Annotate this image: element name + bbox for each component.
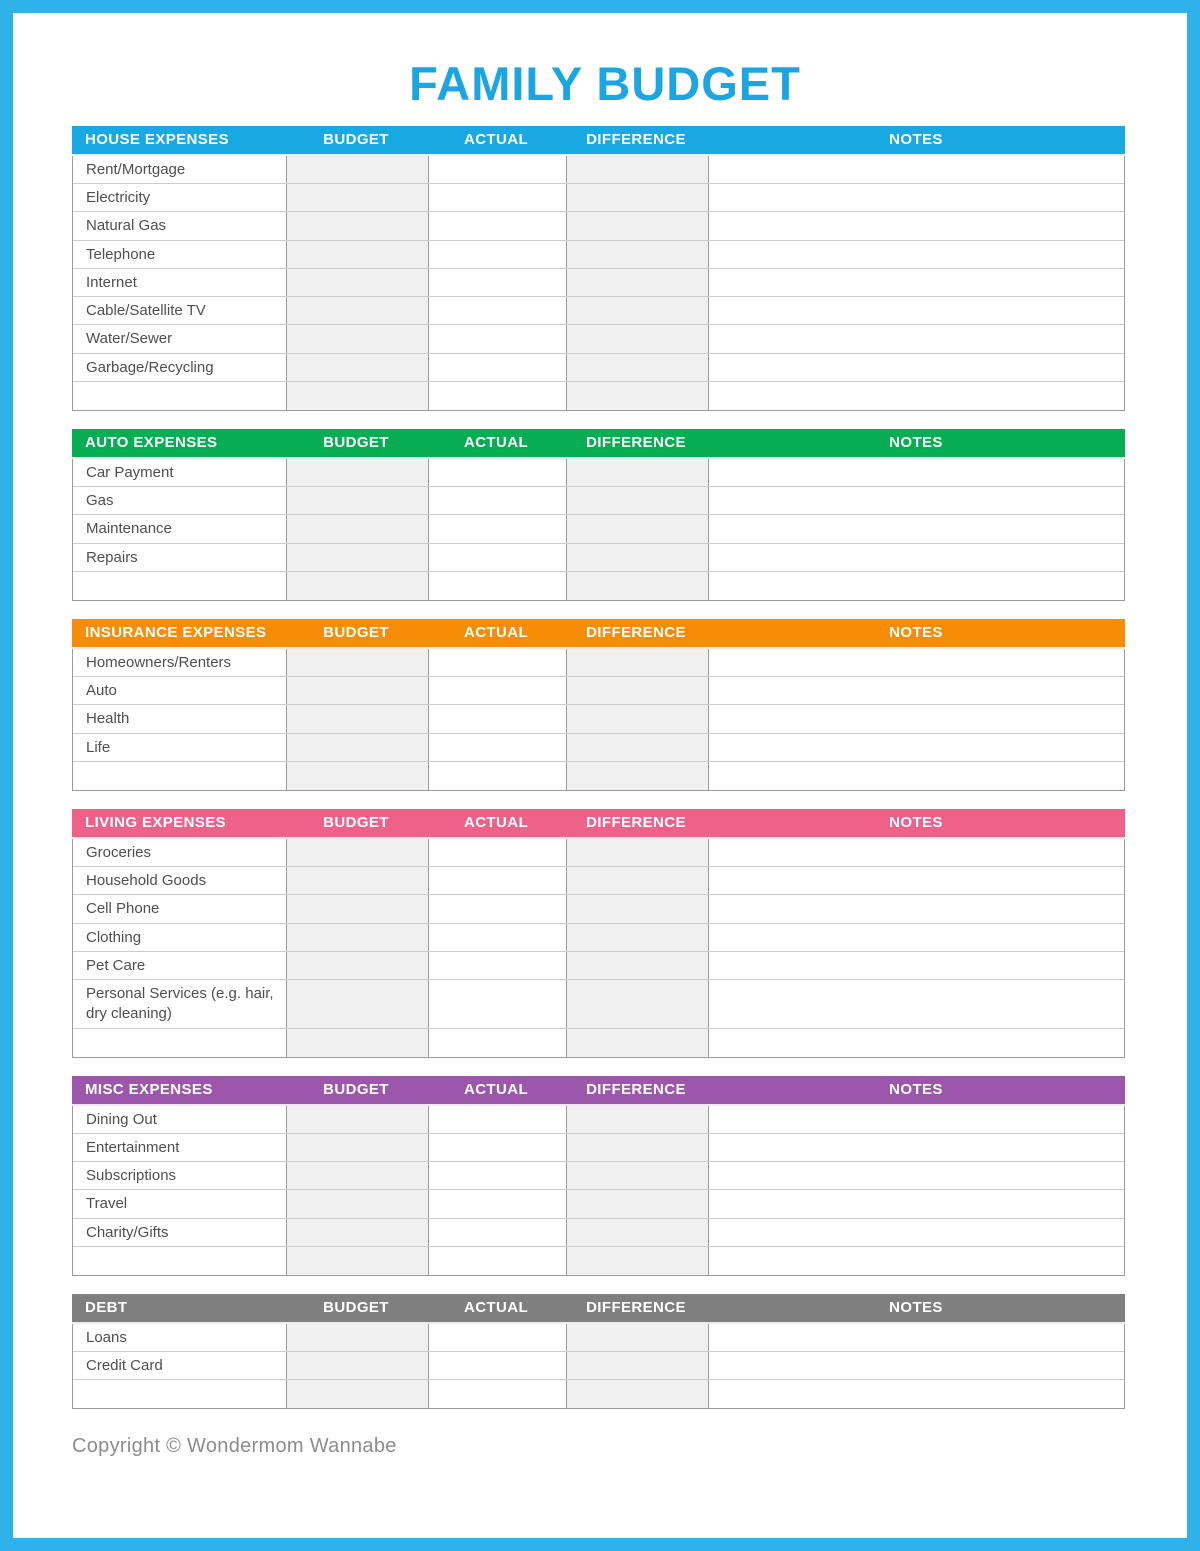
budget-cell[interactable]	[286, 839, 428, 866]
column-header-difference: DIFFERENCE	[586, 624, 686, 642]
notes-cell[interactable]	[708, 839, 1124, 866]
budget-cell[interactable]	[286, 1352, 428, 1379]
actual-cell[interactable]	[428, 487, 566, 514]
budget-cell[interactable]	[286, 1190, 428, 1217]
difference-cell[interactable]	[566, 952, 708, 979]
actual-cell[interactable]	[428, 382, 566, 410]
column-header-actual: ACTUAL	[463, 131, 529, 149]
section-title: DEBT	[85, 1299, 128, 1317]
difference-cell[interactable]	[566, 1190, 708, 1217]
difference-cell[interactable]	[566, 649, 708, 676]
notes-cell[interactable]	[708, 952, 1124, 979]
expense-row	[73, 1162, 1124, 1190]
expense-row	[73, 649, 1124, 677]
actual-cell[interactable]	[428, 1029, 566, 1057]
actual-cell[interactable]	[428, 212, 566, 239]
column-header-budget: BUDGET	[323, 434, 389, 452]
budget-cell[interactable]	[286, 212, 428, 239]
notes-cell[interactable]	[708, 1324, 1124, 1351]
actual-cell[interactable]	[428, 649, 566, 676]
expense-label: Travel	[86, 1195, 128, 1213]
budget-cell[interactable]	[286, 241, 428, 268]
budget-cell[interactable]	[286, 1380, 428, 1408]
expense-row	[73, 1324, 1124, 1352]
expense-row	[73, 1380, 1124, 1408]
expense-row	[73, 269, 1124, 297]
expense-row	[73, 705, 1124, 733]
expense-label: Personal Services (e.g. hair, dry cleaning)	[86, 985, 274, 1023]
difference-cell[interactable]	[566, 762, 708, 790]
notes-cell[interactable]	[708, 297, 1124, 324]
difference-cell[interactable]	[566, 1380, 708, 1408]
expense-label: Household Goods	[86, 872, 207, 889]
actual-cell[interactable]	[428, 572, 566, 600]
budget-cell[interactable]	[286, 1324, 428, 1351]
notes-cell[interactable]	[708, 980, 1124, 1028]
difference-cell[interactable]	[566, 325, 708, 352]
difference-cell[interactable]	[566, 1029, 708, 1057]
budget-sections	[72, 126, 1125, 1410]
page-title: FAMILY BUDGET	[409, 57, 801, 110]
expense-row	[73, 184, 1124, 212]
actual-cell[interactable]	[428, 297, 566, 324]
expense-label: Dining Out	[86, 1110, 157, 1128]
actual-cell[interactable]	[428, 762, 566, 790]
expense-row	[73, 924, 1124, 952]
section-title: AUTO EXPENSES	[85, 434, 218, 452]
expense-row	[73, 241, 1124, 269]
expense-row	[73, 544, 1124, 572]
difference-cell[interactable]	[566, 382, 708, 410]
budget-cell[interactable]	[286, 382, 428, 410]
expense-section	[72, 429, 1125, 601]
notes-cell[interactable]	[708, 459, 1124, 486]
expense-row	[73, 1134, 1124, 1162]
expense-label: Car Payment	[86, 463, 174, 481]
difference-cell[interactable]	[566, 1352, 708, 1379]
expense-label	[73, 762, 286, 790]
expense-row	[73, 515, 1124, 543]
column-header-difference: DIFFERENCE	[586, 814, 686, 832]
actual-cell[interactable]	[428, 1134, 566, 1161]
expense-label: Rent/Mortgage	[86, 160, 186, 178]
expense-label: Maintenance	[86, 520, 172, 538]
column-header-actual: ACTUAL	[463, 1299, 529, 1317]
difference-cell[interactable]	[566, 156, 708, 183]
budget-cell[interactable]	[286, 572, 428, 600]
actual-cell[interactable]	[428, 1190, 566, 1217]
expense-label: Health	[86, 710, 130, 728]
expense-row	[73, 980, 1124, 1029]
column-header-actual: ACTUAL	[463, 624, 529, 642]
notes-cell[interactable]	[708, 1219, 1124, 1246]
expense-label: Groceries	[86, 843, 152, 861]
difference-cell[interactable]	[566, 354, 708, 381]
expense-label: Pet Care	[86, 956, 146, 974]
notes-cell[interactable]	[708, 544, 1124, 571]
budget-cell[interactable]	[286, 705, 428, 732]
expense-row	[73, 325, 1124, 353]
column-header-notes: NOTES	[889, 1299, 943, 1317]
difference-cell[interactable]	[566, 1324, 708, 1351]
difference-cell[interactable]	[566, 515, 708, 542]
actual-cell[interactable]	[428, 1247, 566, 1275]
section-header	[72, 429, 1125, 459]
actual-cell[interactable]	[428, 867, 566, 894]
section-header	[72, 126, 1125, 156]
difference-cell[interactable]	[566, 867, 708, 894]
column-header-notes: NOTES	[889, 1081, 943, 1098]
expense-label	[73, 382, 286, 410]
expense-section	[72, 1294, 1125, 1410]
notes-cell[interactable]	[708, 867, 1124, 894]
budget-cell[interactable]	[286, 156, 428, 183]
budget-cell[interactable]	[286, 649, 428, 676]
expense-row	[73, 677, 1124, 705]
difference-cell[interactable]	[566, 705, 708, 732]
notes-cell[interactable]	[708, 1190, 1124, 1217]
column-header-budget: BUDGET	[323, 131, 389, 149]
expense-label: Life	[86, 738, 111, 756]
column-header-notes: NOTES	[889, 131, 943, 149]
actual-cell[interactable]	[428, 1106, 566, 1133]
notes-cell[interactable]	[708, 762, 1124, 790]
difference-cell[interactable]	[566, 1162, 708, 1189]
expense-label	[73, 1247, 286, 1275]
expense-row	[73, 1029, 1124, 1057]
actual-cell[interactable]	[428, 184, 566, 211]
actual-cell[interactable]	[428, 1219, 566, 1246]
notes-cell[interactable]	[708, 895, 1124, 922]
notes-cell[interactable]	[708, 212, 1124, 239]
difference-cell[interactable]	[566, 544, 708, 571]
actual-cell[interactable]	[428, 924, 566, 951]
budget-cell[interactable]	[286, 297, 428, 324]
section-header	[72, 809, 1125, 839]
notes-cell[interactable]	[708, 572, 1124, 600]
notes-cell[interactable]	[708, 1106, 1124, 1133]
expense-row	[73, 1190, 1124, 1218]
notes-cell[interactable]	[708, 184, 1124, 211]
expense-row	[73, 734, 1124, 762]
column-header-budget: BUDGET	[323, 624, 389, 642]
expense-row	[73, 156, 1124, 184]
budget-cell[interactable]	[286, 325, 428, 352]
expense-label	[73, 1380, 286, 1408]
expense-label: Telephone	[86, 245, 156, 263]
notes-cell[interactable]	[708, 1029, 1124, 1057]
column-header-difference: DIFFERENCE	[586, 434, 686, 452]
budget-cell[interactable]	[286, 1247, 428, 1275]
expense-section	[72, 809, 1125, 1058]
actual-cell[interactable]	[428, 1380, 566, 1408]
expense-label: Auto	[86, 682, 117, 699]
expense-row	[73, 952, 1124, 980]
budget-page	[13, 13, 1187, 1458]
difference-cell[interactable]	[566, 839, 708, 866]
section-header	[72, 1294, 1125, 1324]
difference-cell[interactable]	[566, 487, 708, 514]
column-header-difference: DIFFERENCE	[586, 1081, 686, 1098]
copyright-text: Copyright © Wondermom Wannabe	[72, 1435, 397, 1458]
actual-cell[interactable]	[428, 354, 566, 381]
expense-row	[73, 212, 1124, 240]
actual-cell[interactable]	[428, 459, 566, 486]
budget-cell[interactable]	[286, 952, 428, 979]
column-header-actual: ACTUAL	[463, 434, 529, 452]
expense-label: Charity/Gifts	[86, 1223, 169, 1241]
section-title: INSURANCE EXPENSES	[85, 624, 267, 642]
notes-cell[interactable]	[708, 705, 1124, 732]
budget-cell[interactable]	[286, 184, 428, 211]
column-header-budget: BUDGET	[323, 814, 389, 832]
notes-cell[interactable]	[708, 382, 1124, 410]
expense-label: Subscriptions	[86, 1167, 177, 1184]
expense-label: Clothing	[86, 928, 142, 946]
budget-cell[interactable]	[286, 895, 428, 922]
difference-cell[interactable]	[566, 184, 708, 211]
expense-label: Entertainment	[86, 1138, 180, 1156]
notes-cell[interactable]	[708, 1380, 1124, 1408]
actual-cell[interactable]	[428, 1324, 566, 1351]
difference-cell[interactable]	[566, 980, 708, 1028]
budget-cell[interactable]	[286, 1219, 428, 1246]
column-header-actual: ACTUAL	[463, 814, 529, 832]
actual-cell[interactable]	[428, 734, 566, 761]
notes-cell[interactable]	[708, 156, 1124, 183]
expense-row	[73, 487, 1124, 515]
expense-label: Gas	[86, 492, 114, 509]
expense-row	[73, 1106, 1124, 1134]
expense-label: Internet	[86, 273, 137, 291]
notes-cell[interactable]	[708, 487, 1124, 514]
budget-cell[interactable]	[286, 1029, 428, 1057]
difference-cell[interactable]	[566, 677, 708, 704]
budget-cell[interactable]	[286, 1162, 428, 1189]
expense-label	[73, 572, 286, 600]
section-header	[72, 619, 1125, 649]
difference-cell[interactable]	[566, 895, 708, 922]
section-title: HOUSE EXPENSES	[85, 131, 229, 149]
expense-label: Cell Phone	[86, 900, 160, 918]
notes-cell[interactable]	[708, 924, 1124, 951]
difference-cell[interactable]	[566, 1134, 708, 1161]
notes-cell[interactable]	[708, 1247, 1124, 1275]
actual-cell[interactable]	[428, 241, 566, 268]
budget-cell[interactable]	[286, 734, 428, 761]
budget-cell[interactable]	[286, 515, 428, 542]
expense-section	[72, 1076, 1125, 1276]
actual-cell[interactable]	[428, 544, 566, 571]
actual-cell[interactable]	[428, 677, 566, 704]
actual-cell[interactable]	[428, 839, 566, 866]
budget-cell[interactable]	[286, 544, 428, 571]
actual-cell[interactable]	[428, 895, 566, 922]
actual-cell[interactable]	[428, 1352, 566, 1379]
expense-row	[73, 895, 1124, 923]
expense-section	[72, 126, 1125, 411]
expense-label: Garbage/Recycling	[86, 358, 214, 376]
notes-cell[interactable]	[708, 515, 1124, 542]
budget-cell[interactable]	[286, 269, 428, 296]
expense-row	[73, 382, 1124, 410]
expense-row	[73, 867, 1124, 895]
column-header-notes: NOTES	[889, 624, 943, 642]
expense-row	[73, 1352, 1124, 1380]
expense-row	[73, 839, 1124, 867]
actual-cell[interactable]	[428, 325, 566, 352]
column-header-actual: ACTUAL	[463, 1081, 529, 1098]
section-title: LIVING EXPENSES	[85, 814, 227, 832]
actual-cell[interactable]	[428, 515, 566, 542]
column-header-difference: DIFFERENCE	[586, 131, 686, 149]
column-header-budget: BUDGET	[323, 1299, 389, 1317]
notes-cell[interactable]	[708, 354, 1124, 381]
budget-cell[interactable]	[286, 762, 428, 790]
expense-row	[73, 1247, 1124, 1275]
column-header-budget: BUDGET	[323, 1081, 389, 1098]
notes-cell[interactable]	[708, 269, 1124, 296]
notes-cell[interactable]	[708, 1134, 1124, 1161]
notes-cell[interactable]	[708, 1162, 1124, 1189]
actual-cell[interactable]	[428, 705, 566, 732]
section-title: MISC EXPENSES	[85, 1081, 213, 1098]
column-header-notes: NOTES	[889, 814, 943, 832]
expense-row	[73, 297, 1124, 325]
budget-cell[interactable]	[286, 867, 428, 894]
expense-row	[73, 354, 1124, 382]
budget-cell[interactable]	[286, 487, 428, 514]
budget-cell[interactable]	[286, 924, 428, 951]
difference-cell[interactable]	[566, 269, 708, 296]
expense-row	[73, 459, 1124, 487]
expense-label: Credit Card	[86, 1357, 163, 1374]
difference-cell[interactable]	[566, 212, 708, 239]
budget-cell[interactable]	[286, 1134, 428, 1161]
actual-cell[interactable]	[428, 156, 566, 183]
expense-label: Cable/Satellite TV	[86, 302, 206, 319]
budget-cell[interactable]	[286, 980, 428, 1028]
difference-cell[interactable]	[566, 572, 708, 600]
expense-row	[73, 762, 1124, 790]
expense-label: Natural Gas	[86, 217, 167, 235]
notes-cell[interactable]	[708, 734, 1124, 761]
expense-label: Electricity	[86, 189, 151, 206]
expense-label: Repairs	[86, 548, 138, 566]
expense-section	[72, 619, 1125, 791]
expense-label: Water/Sewer	[86, 330, 173, 348]
actual-cell[interactable]	[428, 269, 566, 296]
difference-cell[interactable]	[566, 459, 708, 486]
notes-cell[interactable]	[708, 325, 1124, 352]
difference-cell[interactable]	[566, 1219, 708, 1246]
expense-label	[73, 1029, 286, 1057]
column-header-difference: DIFFERENCE	[586, 1299, 686, 1317]
expense-label: Homeowners/Renters	[86, 653, 232, 671]
notes-cell[interactable]	[708, 241, 1124, 268]
budget-cell[interactable]	[286, 459, 428, 486]
budget-cell[interactable]	[286, 677, 428, 704]
actual-cell[interactable]	[428, 952, 566, 979]
notes-cell[interactable]	[708, 649, 1124, 676]
notes-cell[interactable]	[708, 1352, 1124, 1379]
difference-cell[interactable]	[566, 297, 708, 324]
expense-row	[73, 1219, 1124, 1247]
notes-cell[interactable]	[708, 677, 1124, 704]
difference-cell[interactable]	[566, 241, 708, 268]
actual-cell[interactable]	[428, 1162, 566, 1189]
budget-cell[interactable]	[286, 354, 428, 381]
difference-cell[interactable]	[566, 1106, 708, 1133]
difference-cell[interactable]	[566, 734, 708, 761]
expense-row	[73, 572, 1124, 600]
actual-cell[interactable]	[428, 980, 566, 1028]
column-header-notes: NOTES	[889, 434, 943, 452]
difference-cell[interactable]	[566, 1247, 708, 1275]
expense-label: Loans	[86, 1328, 127, 1346]
difference-cell[interactable]	[566, 924, 708, 951]
budget-cell[interactable]	[286, 1106, 428, 1133]
section-header	[72, 1076, 1125, 1106]
